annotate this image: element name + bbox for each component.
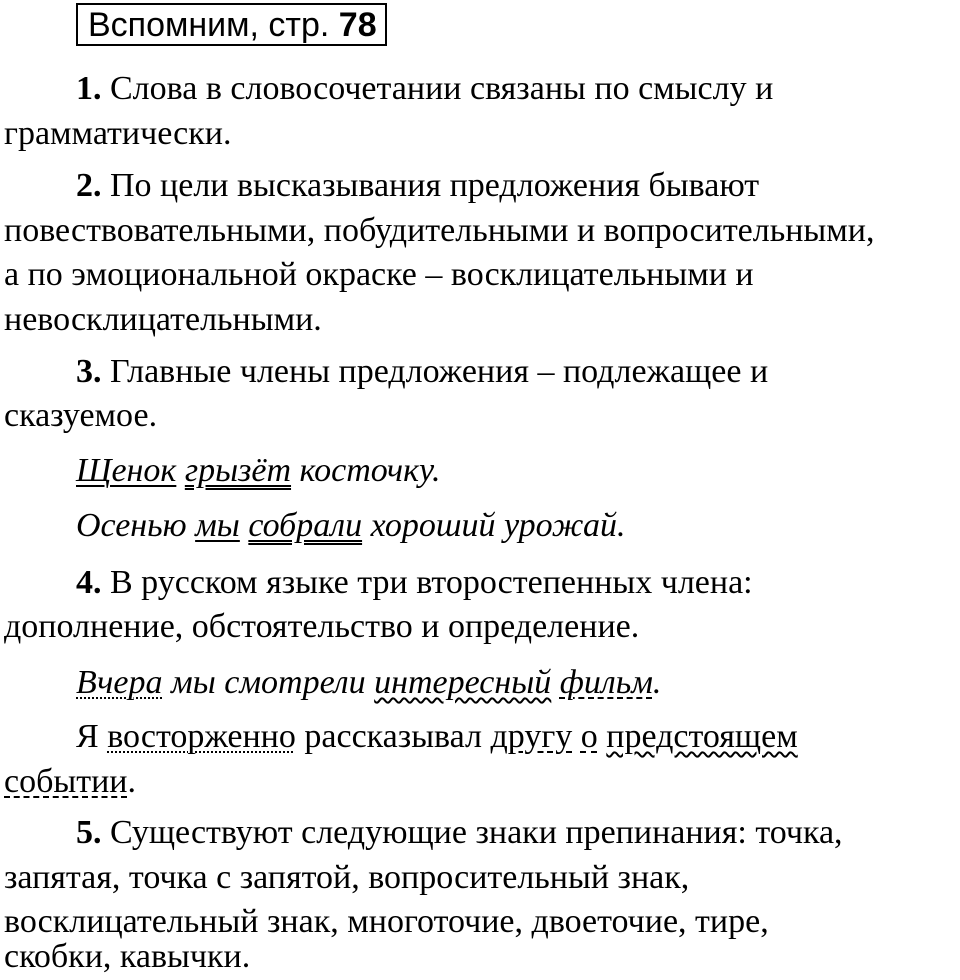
example-1-predicate: грызёт — [184, 452, 292, 489]
item-4-number: 4. — [76, 564, 102, 601]
item-2-text: По цели высказывания предложения бывают — [110, 167, 760, 204]
example-sentence-4-line-1 — [4, 714, 960, 760]
item-4-text: В русском языке три второстепенных члена: — [110, 564, 753, 601]
item-5-number: 5. — [76, 814, 102, 851]
example-2-subject: мы — [195, 507, 240, 544]
example-3-adverbial: Вчера — [76, 664, 163, 701]
example-1-space — [176, 452, 185, 489]
example-3-mid: мы смотрели — [162, 664, 375, 701]
item-1-text: Слова в словосочетании связаны по смыслу и — [110, 70, 774, 107]
item-5-line-4: скобки, кавычки. — [4, 938, 251, 975]
item-3-line-2: сказуемое. — [4, 397, 158, 434]
example-4-mid: рассказывал — [295, 718, 491, 755]
example-3-object: фильм — [559, 664, 653, 701]
example-4-end: . — [127, 763, 136, 800]
example-4-adverbial: восторженно — [107, 718, 296, 755]
item-2-line-1 — [4, 163, 960, 209]
item-4-line-2: дополнение, обстоятельство и определение. — [4, 608, 640, 645]
item-1-line-1 — [4, 66, 960, 112]
example-1-subject: Щенок — [76, 452, 177, 489]
example-sentence-1 — [4, 448, 960, 494]
item-4-line-1 — [4, 560, 960, 606]
example-2-predicate: собрали — [248, 507, 363, 544]
item-1-line-2: грамматически. — [4, 115, 232, 152]
example-3-space — [551, 664, 560, 701]
item-3-text: Главные члены предложения – подлежащее и — [110, 353, 769, 390]
example-3-attribute: интересный — [374, 664, 552, 701]
header-label: Вспомним, стр. — [88, 6, 330, 44]
example-4-object-1: другу — [490, 718, 573, 755]
header-page-number: 78 — [338, 6, 377, 44]
section-header-box — [76, 3, 387, 46]
example-sentence-4-line-2 — [4, 759, 960, 805]
example-2-start: Осенью — [76, 507, 196, 544]
example-1-rest: косточку. — [291, 452, 441, 489]
item-3-number: 3. — [76, 353, 102, 390]
example-3-end: . — [652, 664, 662, 701]
example-4-start: Я — [76, 718, 108, 755]
item-1-number: 1. — [76, 70, 102, 107]
example-2-rest: хороший урожай. — [362, 507, 626, 544]
item-2-number: 2. — [76, 167, 102, 204]
example-4-attribute: предстоящем — [606, 718, 798, 755]
example-4-object-2: событии — [4, 763, 128, 800]
example-4-preposition: о — [580, 718, 598, 755]
item-5-line-1 — [4, 810, 960, 856]
item-5-line-3: восклицательный знак, многоточие, двоеточие, тире, — [4, 903, 769, 940]
example-sentence-2 — [4, 503, 960, 549]
example-sentence-3 — [4, 660, 960, 706]
item-2-line-2: повествовательными, побудительными и вопросительными, — [4, 212, 875, 249]
item-3-line-1 — [4, 349, 960, 395]
item-2-line-3: а по эмоциональной окраске – восклицательными и — [4, 256, 754, 293]
example-4-space-1 — [572, 718, 581, 755]
item-2-line-4: невосклицательными. — [4, 301, 322, 338]
item-5-line-2: запятая, точка с запятой, вопросительный знак, — [4, 859, 690, 896]
item-5-text: Существуют следующие знаки препинания: точка, — [110, 814, 843, 851]
